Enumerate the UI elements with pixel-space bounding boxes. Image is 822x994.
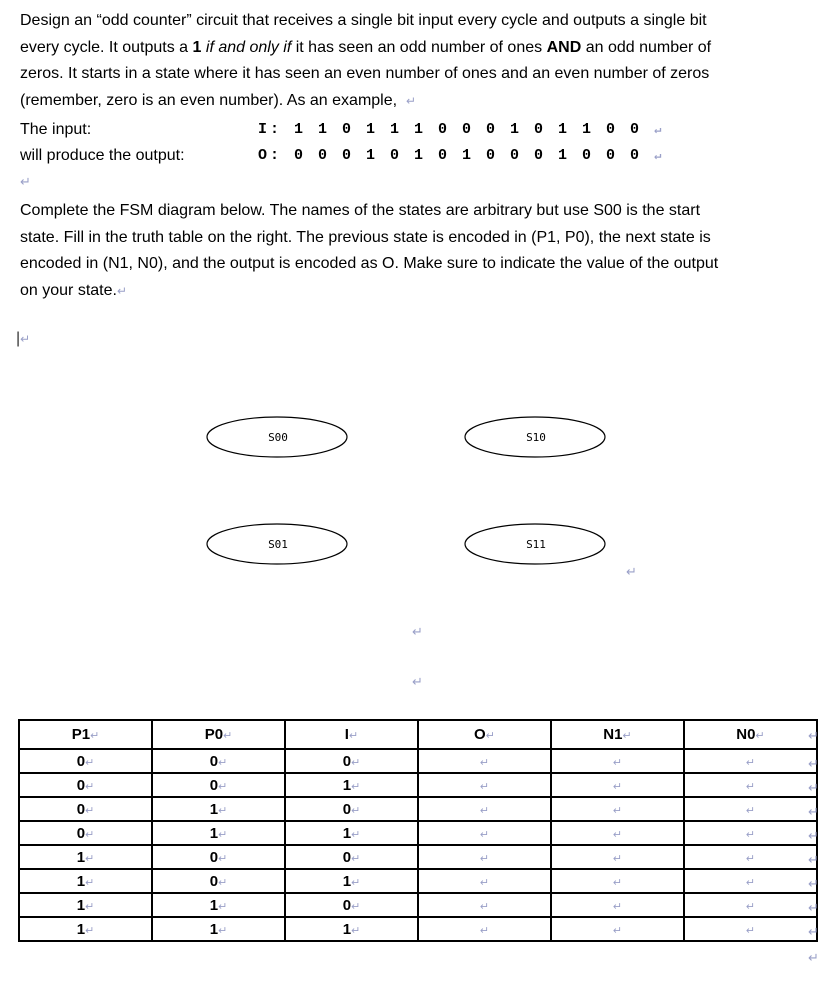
answer-cell[interactable]: ↵: [418, 845, 551, 869]
table-row: [19, 845, 817, 869]
table-row: [19, 917, 817, 941]
table-row: [19, 797, 817, 821]
return-mark: ↵: [808, 924, 819, 939]
answer-cell[interactable]: ↵: [684, 893, 817, 917]
truth-table-header: [19, 720, 817, 749]
return-mark: ↵: [808, 950, 819, 965]
state-label: S11: [526, 538, 546, 551]
answer-cell[interactable]: ↵: [684, 869, 817, 893]
answer-cell[interactable]: ↵: [684, 773, 817, 797]
state-s00[interactable]: [207, 417, 347, 457]
table-row: [19, 893, 817, 917]
output-sequence: O: 0 0 0 1 0 1 0 1 0 0 0 1 0 0 0 ↵: [258, 147, 665, 164]
table-cell: 1↵: [285, 869, 418, 893]
input-sequence: I: 1 1 0 1 1 1 0 0 0 1 0 1 1 0 0 ↵: [258, 121, 665, 138]
answer-cell[interactable]: ↵: [418, 821, 551, 845]
return-mark: ↵: [412, 674, 423, 689]
state-s10[interactable]: [465, 417, 605, 457]
state-label: S01: [268, 538, 288, 551]
table-cell: 0↵: [285, 749, 418, 773]
truth-table: [18, 719, 818, 942]
para2-line-4: on your state.↵: [20, 281, 128, 299]
para2-line-2: state. Fill in the truth table on the right. The previous state is encoded in (P1, P0), the next state is: [20, 228, 711, 246]
table-row: [19, 773, 817, 797]
table-cell: 0↵: [19, 821, 152, 845]
table-cell: 0↵: [152, 773, 285, 797]
answer-cell[interactable]: ↵: [684, 917, 817, 941]
answer-cell[interactable]: ↵: [551, 869, 684, 893]
output-label: will produce the output:: [20, 147, 185, 164]
table-cell: 0↵: [285, 845, 418, 869]
answer-cell[interactable]: ↵: [551, 821, 684, 845]
answer-cell[interactable]: ↵: [418, 749, 551, 773]
table-cell: 0↵: [152, 869, 285, 893]
para1-line-3: zeros. It starts in a state where it has seen an even number of ones and an even number of zeros: [20, 65, 710, 82]
table-row: [19, 749, 817, 773]
input-label: The input:: [20, 121, 92, 138]
table-cell: 0↵: [285, 797, 418, 821]
table-cell: 0↵: [152, 845, 285, 869]
table-cell: 1↵: [152, 893, 285, 917]
answer-cell[interactable]: ↵: [551, 773, 684, 797]
table-cell: 1↵: [19, 893, 152, 917]
answer-cell[interactable]: ↵: [684, 821, 817, 845]
para2-line-1: Complete the FSM diagram below. The names of the states are arbitrary but use S00 is the start: [20, 202, 701, 219]
state-label: S10: [526, 431, 546, 444]
table-cell: 1↵: [152, 821, 285, 845]
answer-cell[interactable]: ↵: [418, 917, 551, 941]
answer-cell[interactable]: ↵: [684, 749, 817, 773]
table-cell: 1↵: [285, 917, 418, 941]
answer-cell[interactable]: ↵: [418, 869, 551, 893]
answer-cell[interactable]: ↵: [418, 773, 551, 797]
table-cell: 1↵: [152, 917, 285, 941]
answer-cell[interactable]: ↵: [551, 893, 684, 917]
table-cell: 0↵: [19, 797, 152, 821]
para1-line-4: (remember, zero is an even number). As an example, ↵: [20, 91, 417, 109]
return-mark: ↵: [808, 900, 819, 915]
table-cell: 0↵: [19, 773, 152, 797]
answer-cell[interactable]: ↵: [551, 845, 684, 869]
return-mark: ↵: [808, 780, 819, 795]
state-s01[interactable]: [207, 524, 347, 564]
answer-cell[interactable]: ↵: [551, 749, 684, 773]
return-mark: ↵: [808, 828, 819, 843]
state-label: S00: [268, 431, 288, 444]
para1-line-1: Design an “odd counter” circuit that receives a single bit input every cycle and outputs a single bit: [20, 12, 707, 29]
header-p1: P1↵: [19, 720, 152, 749]
answer-cell[interactable]: ↵: [684, 845, 817, 869]
table-cell: 1↵: [285, 821, 418, 845]
header-p0: P0↵: [152, 720, 285, 749]
return-mark: ↵: [808, 804, 819, 819]
header-n0: N0↵: [684, 720, 817, 749]
return-mark: ↵: [808, 728, 819, 743]
header-o: O↵: [418, 720, 551, 749]
para2-line-3: encoded in (N1, N0), and the output is encoded as O. Make sure to indicate the value of the output: [20, 255, 719, 272]
table-cell: 0↵: [152, 749, 285, 773]
table-cell: 0↵: [19, 749, 152, 773]
table-cell: 0↵: [285, 893, 418, 917]
return-mark: ↵: [626, 564, 637, 579]
answer-cell[interactable]: ↵: [418, 893, 551, 917]
return-mark: ↵: [808, 876, 819, 891]
answer-cell[interactable]: ↵: [551, 917, 684, 941]
return-mark: ↵: [412, 624, 423, 639]
answer-cell[interactable]: ↵: [684, 797, 817, 821]
return-mark: ↵: [808, 852, 819, 867]
table-cell: 1↵: [19, 917, 152, 941]
return-mark: ↵: [405, 93, 417, 108]
return-mark: ↵: [808, 756, 819, 771]
para1-line-2: every cycle. It outputs a 1 if and only if it has seen an odd number of ones AND an odd number of: [20, 38, 712, 56]
text-cursor: |↵: [16, 330, 31, 347]
table-row: [19, 869, 817, 893]
answer-cell[interactable]: ↵: [551, 797, 684, 821]
answer-cell[interactable]: ↵: [418, 797, 551, 821]
table-cell: 1↵: [19, 845, 152, 869]
table-cell: 1↵: [285, 773, 418, 797]
state-s11[interactable]: [465, 524, 605, 564]
table-cell: 1↵: [152, 797, 285, 821]
header-n1: N1↵: [551, 720, 684, 749]
table-cell: 1↵: [19, 869, 152, 893]
return-mark: ↵: [20, 174, 31, 189]
header-i: I↵: [285, 720, 418, 749]
table-row: [19, 821, 817, 845]
